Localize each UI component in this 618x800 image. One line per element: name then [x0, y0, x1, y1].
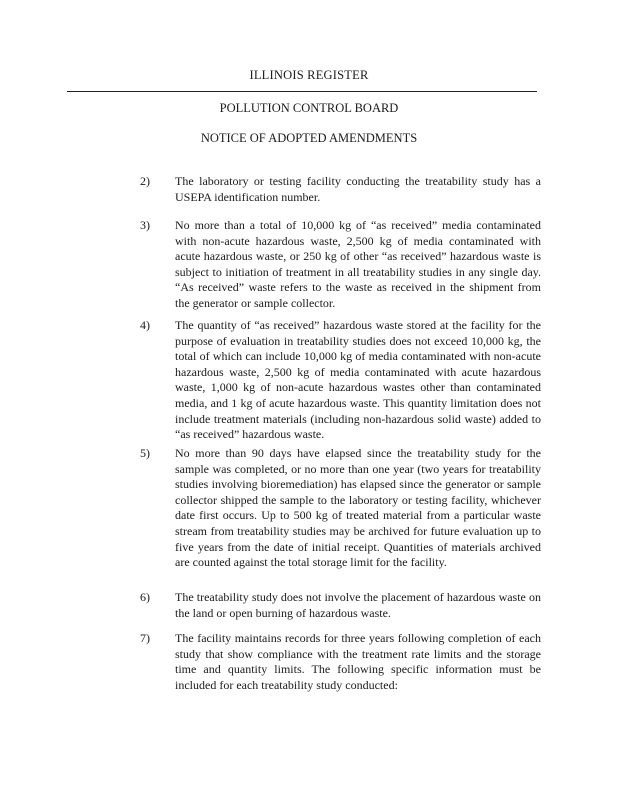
notice-title: NOTICE OF ADOPTED AMENDMENTS	[200, 131, 418, 145]
item-text: The treatability study does not involve the placement of hazardous waste on the land or open burning of hazardous waste.	[175, 590, 541, 620]
item-text: No more than a total of 10,000 kg of “as received” media contaminated with non-acute hazardous waste, 2,500 kg of media contaminated with acute hazardous waste, or 250 kg of other “as received” hazardous waste is subject to initiation of treatment in all treatability studies in any single day. “As received” waste refers to the waste as received in the shipment from the generator or sample collector.	[175, 218, 541, 310]
item-text: No more than 90 days have elapsed since the treatability study for the sample was completed, or no more than one year (two years for treatability studies involving bioremediation) has elapsed since the generator or sample collector shipped the sample to the laboratory or testing facility, whichever date first occurs. Up to 500 kg of treated material from a particular waste stream from treatability studies may be archived for future evaluation up to five years from the date of initial receipt. Quantities of materials archived are counted against the total storage limit for the facility.	[175, 446, 541, 570]
item-number: 7)	[140, 631, 150, 645]
item-text: The facility maintains records for three years following completion of each study that show compliance with the treatment rate limits and the storage time and quantity limits. The following specific information must be included for each treatability study conducted:	[175, 631, 541, 692]
item-number: 6)	[140, 590, 150, 604]
item-number: 5)	[140, 446, 150, 460]
item-number: 3)	[140, 218, 150, 232]
item-number: 2)	[140, 174, 150, 188]
header-divider	[67, 91, 537, 92]
item-text: The quantity of “as received” hazardous waste stored at the facility for the purpose of evaluation in treatability studies does not exceed 10,000 kg, the total of which can include 10,000 kg of media contaminated with non-acute hazardous waste, 2,500 kg of media contaminated with acute hazardous waste, 1,000 kg of non-acute hazardous wastes other than contaminated media, and 1 kg of acute hazardous waste. This quantity limitation does not include treatment materials (including non-hazardous solid waste) added to “as received” hazardous waste.	[175, 318, 541, 442]
board-name: POLLUTION CONTROL BOARD	[219, 101, 399, 115]
register-title: ILLINOIS REGISTER	[249, 68, 369, 82]
item-number: 4)	[140, 318, 150, 332]
item-text: The laboratory or testing facility conducting the treatability study has a USEPA identification number.	[175, 174, 541, 204]
